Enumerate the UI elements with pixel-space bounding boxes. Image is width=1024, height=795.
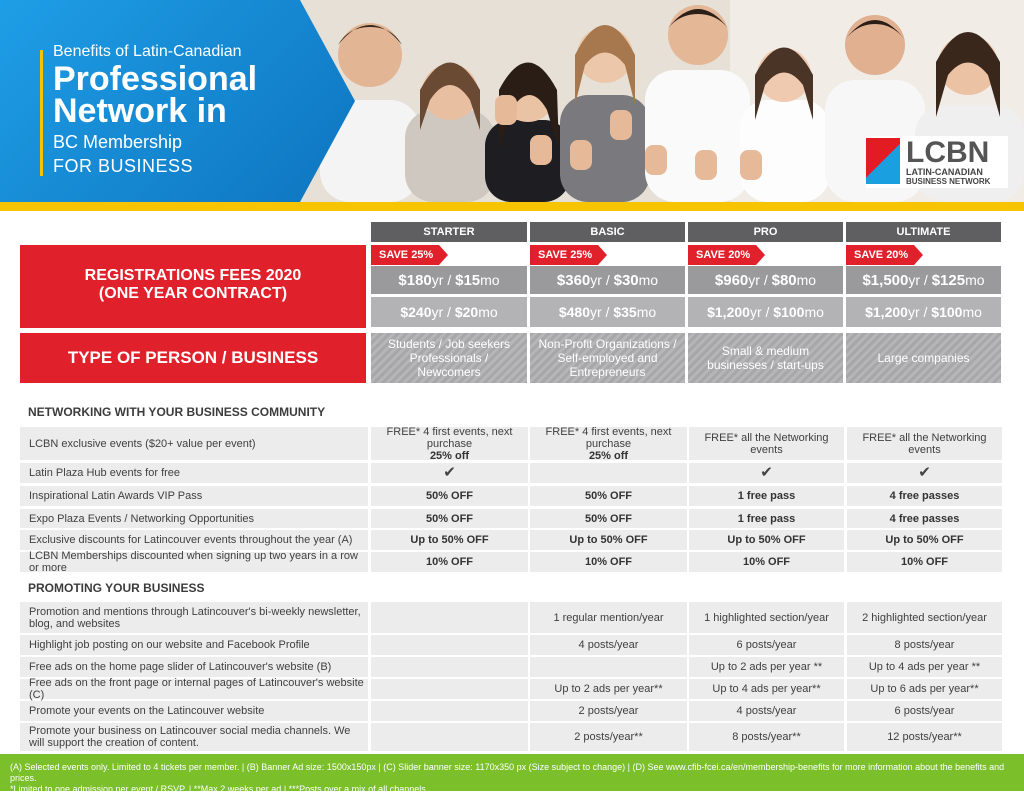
- save-badge: SAVE 20%: [688, 245, 756, 265]
- row-value: [371, 463, 528, 483]
- title-line-3: Network in: [53, 92, 227, 130]
- row-value-text: 4 posts/year: [578, 639, 639, 651]
- check-icon: ✔: [443, 464, 456, 481]
- row-label: Promote your events on the Latincouver website: [20, 701, 368, 721]
- person-type-cell: Small & medium businesses / start-ups: [688, 333, 843, 383]
- price-unit-mo: mo: [478, 304, 498, 320]
- price-regular-year: $480: [558, 304, 590, 320]
- save-badge-tail: [756, 245, 765, 265]
- title-line-2: Professional: [53, 60, 258, 98]
- row-value-text: 2 posts/year**: [574, 731, 643, 743]
- row-value-sub: 25% off: [429, 449, 470, 462]
- row-label: Promote your business on Latincouver social media channels. We will support the creation of content.: [20, 723, 368, 751]
- row-value-text: Up to 2 ads per year**: [554, 683, 663, 695]
- price-regular-year: $240: [400, 304, 432, 320]
- price-regular: [371, 297, 527, 327]
- price-promo-year: $180: [398, 272, 432, 289]
- header-banner: [0, 0, 1024, 202]
- save-badge: SAVE 20%: [846, 245, 914, 265]
- price-promo-month: $30: [613, 272, 639, 289]
- table-row: [20, 602, 1002, 633]
- check-icon: ✔: [760, 464, 773, 481]
- row-value-text: 1 free pass: [737, 512, 796, 525]
- row-value-text: 10% OFF: [900, 556, 949, 568]
- plan-header-starter: STARTER: [371, 222, 527, 242]
- person-type-cell: Non-Profit Organizations / Self-employed and Entrepreneurs: [530, 333, 685, 383]
- price-regular-month: $100: [773, 304, 805, 320]
- row-value-text: Up to 4 ads per year**: [712, 683, 821, 695]
- row-value: [530, 602, 687, 633]
- row-value: [530, 701, 687, 721]
- price-unit-mo: mo: [638, 272, 659, 288]
- row-value: [530, 463, 687, 483]
- price-promo-year: $1,500: [862, 272, 909, 289]
- row-value-text: 6 posts/year: [736, 639, 797, 651]
- plan-header-pro: PRO: [688, 222, 843, 242]
- registration-line-1: REGISTRATIONS FEES 2020: [84, 267, 302, 284]
- price-regular: [688, 297, 843, 327]
- price-promo: [846, 266, 1001, 294]
- row-value-text: 10% OFF: [425, 556, 474, 568]
- save-badge-tail: [439, 245, 448, 265]
- price-unit-yr: yr /: [748, 272, 772, 288]
- price-regular-month: $35: [613, 304, 637, 320]
- table-row: [20, 723, 1002, 751]
- price-unit-yr: yr /: [590, 272, 614, 288]
- row-value: [530, 635, 687, 655]
- price-promo-month: $15: [455, 272, 481, 289]
- save-badge-tail: [914, 245, 923, 265]
- row-value: [689, 701, 844, 721]
- row-label: LCBN exclusive events ($20+ value per event): [20, 427, 368, 460]
- row-value-text: 50% OFF: [584, 490, 633, 502]
- price-regular-year: $1,200: [707, 304, 750, 320]
- table-row: [20, 635, 1002, 655]
- row-value: [371, 701, 528, 721]
- row-label: Expo Plaza Events / Networking Opportunities: [20, 509, 368, 528]
- row-value-sub: 25% off: [588, 449, 629, 462]
- footer-line-2: *Limited to one admission per event / RSVP. | **Max 2 weeks per ad | ***Posts over a mix of all channels.: [10, 784, 429, 794]
- row-value: [689, 486, 844, 506]
- price-unit-yr: yr /: [590, 304, 614, 320]
- row-label: Free ads on the front page or internal pages of Latincouver's website (C): [20, 679, 368, 699]
- footer-line-1: (A) Selected events only. Limited to 4 tickets per member. | (B) Banner Ad size: 1500x150px | (C) Slider banner size: 1170x350 px (Size subject to change) | (D) See www.cfib-fcei.ca/en/membership-benefits for more information about the benefits and prices.: [10, 762, 1005, 783]
- row-value-text: 8 posts/year: [894, 639, 955, 651]
- row-label: Promotion and mentions through Latincouver's bi-weekly newsletter, blog, and websites: [20, 602, 368, 633]
- lcbn-logo: [866, 136, 1008, 188]
- row-value: [371, 427, 528, 460]
- row-value: [689, 602, 844, 633]
- price-promo-year: $360: [556, 272, 591, 289]
- row-value-stack: [530, 426, 687, 462]
- price-unit-yr: yr /: [908, 272, 932, 288]
- price-promo-year: $960: [714, 272, 749, 289]
- footer-notes: [0, 754, 1024, 794]
- price-regular: [530, 297, 685, 327]
- title-accent-line: [40, 50, 43, 176]
- row-value: [847, 635, 1002, 655]
- table-row: [20, 657, 1002, 677]
- logo-name: LCBN: [906, 136, 990, 169]
- row-value-text: FREE* 4 first events, next purchase: [386, 425, 513, 450]
- row-value-text: 12 posts/year**: [887, 731, 962, 743]
- row-value: [847, 723, 1002, 751]
- row-value-text: 2 posts/year: [578, 705, 639, 717]
- row-value-text: Up to 2 ads per year **: [710, 661, 823, 673]
- page-title: [53, 44, 257, 175]
- row-value: [371, 530, 528, 550]
- title-line-1: Benefits of Latin-Canadian: [53, 43, 242, 60]
- row-value-text: 4 free passes: [889, 512, 960, 525]
- price-regular-month: $100: [931, 304, 963, 320]
- table-row: [20, 427, 1002, 460]
- row-value: [371, 723, 528, 751]
- row-value: [847, 701, 1002, 721]
- row-value: [689, 552, 844, 572]
- row-value: [371, 657, 528, 677]
- row-value-text: Up to 50% OFF: [569, 534, 648, 546]
- price-unit-mo: mo: [965, 272, 985, 288]
- save-badge-tail: [598, 245, 607, 265]
- price-promo-month: $80: [771, 272, 797, 289]
- row-label: Exclusive discounts for Latincouver events throughout the year (A): [20, 530, 368, 550]
- row-value: [371, 635, 528, 655]
- row-value: [689, 530, 844, 550]
- registration-fees-box: [20, 245, 366, 328]
- row-value-text: 8 posts/year**: [732, 731, 801, 743]
- row-value: [530, 657, 687, 677]
- row-value: [689, 509, 844, 528]
- registration-line-2: (ONE YEAR CONTRACT): [98, 285, 288, 302]
- row-value-text: 50% OFF: [425, 490, 474, 502]
- row-value: [530, 427, 687, 460]
- logo-mark-icon: [866, 138, 900, 184]
- price-promo-month: $125: [931, 272, 966, 289]
- row-value-text: FREE* 4 first events, next purchase: [545, 425, 672, 450]
- row-value: [847, 552, 1002, 572]
- price-promo: [530, 266, 685, 294]
- row-value: [371, 552, 528, 572]
- row-value-text: Up to 4 ads per year **: [868, 661, 981, 673]
- table-row: [20, 552, 1002, 572]
- row-value: [530, 486, 687, 506]
- row-label: Inspirational Latin Awards VIP Pass: [20, 486, 368, 506]
- price-unit-mo: mo: [636, 304, 657, 320]
- table-row: [20, 530, 1002, 550]
- price-unit-mo: mo: [796, 272, 817, 288]
- row-value: [371, 509, 528, 528]
- row-value: [689, 463, 844, 483]
- row-value-text: FREE* all the Networking events: [862, 431, 987, 456]
- price-promo: [688, 266, 843, 294]
- section-networking: NETWORKING WITH YOUR BUSINESS COMMUNITY: [28, 405, 326, 419]
- row-value-text: 2 highlighted section/year: [862, 611, 987, 624]
- table-row: [20, 509, 1002, 528]
- row-label: LCBN Memberships discounted when signing up two years in a row or more: [20, 552, 368, 572]
- row-label: Highlight job posting on our website and Facebook Profile: [20, 635, 368, 655]
- plan-header-basic: BASIC: [530, 222, 685, 242]
- row-value-text: 4 free passes: [889, 490, 960, 502]
- row-value-text: 10% OFF: [742, 556, 791, 568]
- row-value: [847, 679, 1002, 699]
- row-label: Free ads on the home page slider of Latincouver's website (B): [20, 657, 368, 677]
- person-type-cell: Students / Job seekers Professionals / Newcomers: [371, 333, 527, 383]
- price-unit-mo: mo: [804, 304, 824, 320]
- check-icon: ✔: [918, 464, 931, 481]
- row-value: [847, 509, 1002, 528]
- title-line-5: FOR BUSINESS: [53, 156, 194, 176]
- row-value: [530, 552, 687, 572]
- price-unit-yr: yr /: [749, 304, 774, 320]
- table-row: [20, 701, 1002, 721]
- row-value: [689, 723, 844, 751]
- row-value: [847, 463, 1002, 483]
- title-line-4: BC Membership: [53, 132, 183, 152]
- row-value-text: Up to 50% OFF: [885, 534, 964, 546]
- plan-header-ultimate: ULTIMATE: [846, 222, 1001, 242]
- price-unit-mo: mo: [480, 272, 500, 288]
- price-unit-yr: yr /: [431, 272, 456, 288]
- row-value-text: 1 regular mention/year: [553, 611, 664, 624]
- price-regular-month: $20: [454, 304, 479, 320]
- row-label: Latin Plaza Hub events for free: [20, 463, 368, 483]
- table-row: [20, 679, 1002, 699]
- row-value-text: FREE* all the Networking events: [704, 431, 829, 456]
- price-unit-yr: yr /: [431, 304, 455, 320]
- price-promo: [371, 266, 527, 294]
- person-type-cell: Large companies: [846, 333, 1001, 383]
- save-badge: SAVE 25%: [371, 245, 439, 265]
- row-value: [847, 657, 1002, 677]
- yellow-divider: [0, 202, 1024, 211]
- row-value: [847, 602, 1002, 633]
- logo-subtitle-1: LATIN-CANADIAN: [906, 167, 983, 177]
- row-value: [371, 486, 528, 506]
- row-value-text: Up to 50% OFF: [727, 534, 806, 546]
- price-regular-year: $1,200: [865, 304, 908, 320]
- row-value-text: 6 posts/year: [894, 705, 955, 717]
- row-value: [847, 427, 1002, 460]
- row-value-text: 1 free pass: [737, 490, 796, 502]
- row-value-text: 1 highlighted section/year: [704, 611, 829, 624]
- row-value-text: Up to 50% OFF: [410, 534, 489, 546]
- row-value: [530, 723, 687, 751]
- row-value-text: 50% OFF: [425, 512, 474, 525]
- section-promoting: PROMOTING YOUR BUSINESS: [28, 581, 205, 595]
- row-value: [689, 635, 844, 655]
- row-value: [530, 509, 687, 528]
- row-value-stack: [371, 426, 528, 462]
- row-value: [371, 679, 528, 699]
- price-unit-yr: yr /: [907, 304, 932, 320]
- row-value: [847, 486, 1002, 506]
- row-value: [530, 530, 687, 550]
- save-badge: SAVE 25%: [530, 245, 598, 265]
- table-row: [20, 463, 1002, 483]
- row-value: [371, 602, 528, 633]
- row-value-text: 10% OFF: [584, 556, 633, 568]
- row-value: [689, 657, 844, 677]
- table-row: [20, 486, 1002, 506]
- row-value: [689, 679, 844, 699]
- row-value: [689, 427, 844, 460]
- row-value-text: Up to 6 ads per year**: [870, 683, 979, 695]
- row-value: [530, 679, 687, 699]
- price-unit-mo: mo: [962, 304, 982, 320]
- row-value-text: 4 posts/year: [736, 705, 797, 717]
- logo-subtitle-2: BUSINESS NETWORK: [906, 177, 991, 186]
- price-regular: [846, 297, 1001, 327]
- row-value-text: 50% OFF: [584, 512, 633, 525]
- row-value: [847, 530, 1002, 550]
- person-type-box: TYPE OF PERSON / BUSINESS: [20, 333, 366, 383]
